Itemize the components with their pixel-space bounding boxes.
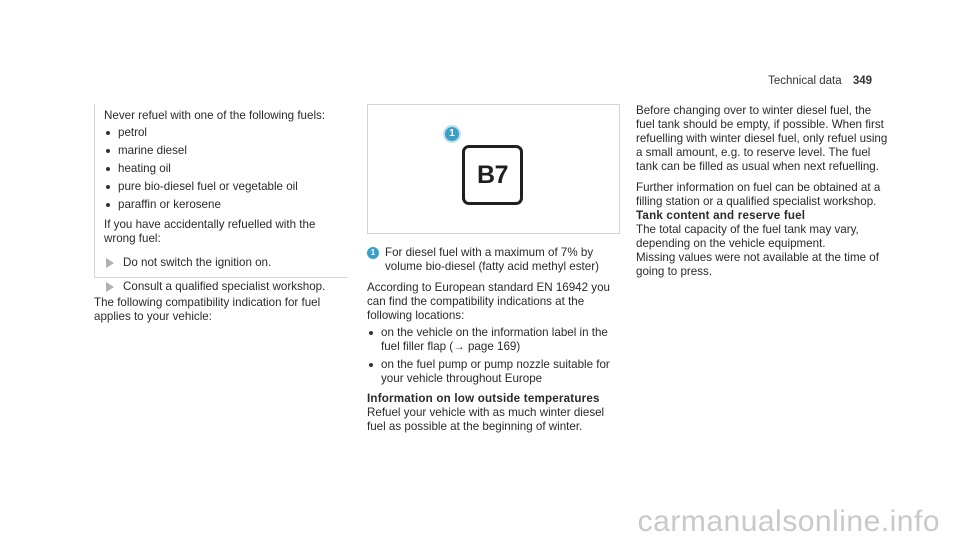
right-column xyxy=(636,104,892,279)
legend-number: 1 xyxy=(367,247,379,259)
accident-text: If you have accidentally refuelled with the wrong fuel: xyxy=(104,218,316,245)
bullet-icon xyxy=(369,363,373,367)
compat-note: The following compatibility indication for fuel applies to your vehicle: xyxy=(94,296,321,323)
figure-legend xyxy=(367,246,625,274)
list-item: marine diesel xyxy=(104,144,340,158)
arrow-right-icon xyxy=(106,282,114,292)
bullet-icon xyxy=(106,131,110,135)
locations-intro: According to European standard EN 16942 you can find the compatibility indications at the following locations: xyxy=(367,281,610,322)
step-item: Consult a qualified specialist workshop. xyxy=(104,280,340,294)
bullet-icon xyxy=(106,167,110,171)
missing-values-text: Missing values were not available at the time of going to press. xyxy=(636,251,879,278)
warning-box xyxy=(104,109,340,294)
low-temp-heading: Information on low outside temperatures xyxy=(367,392,600,405)
legend-text: For diesel fuel with a maximum of 7% by volume bio-diesel (fatty acid methyl ester) xyxy=(385,246,599,273)
locations-list xyxy=(367,326,625,386)
low-temp-text: Refuel your vehicle with as much winter diesel fuel as possible at the beginning of winter. xyxy=(367,406,605,433)
watermark: carmanualsonline.info xyxy=(637,505,940,538)
section-title: Technical data xyxy=(768,75,842,87)
page-header xyxy=(768,74,872,88)
warning-intro: Never refuel with one of the following fuels: xyxy=(104,109,326,122)
callout-number: 1 xyxy=(443,125,461,143)
bullet-icon xyxy=(369,331,373,335)
step-item: Do not switch the ignition on. xyxy=(104,256,340,270)
bullet-icon xyxy=(106,149,110,153)
further-info-text: Further information on fuel can be obtained at a filling station or a qualified specialist workshop. xyxy=(636,181,881,208)
list-item: on the fuel pump or pump nozzle suitable for your vehicle throughout Europe xyxy=(367,358,625,386)
list-item: on the vehicle on the information label in the fuel filler flap (→ page 169) xyxy=(367,326,625,354)
fuel-compat-label: B7 xyxy=(462,145,523,205)
bullet-icon xyxy=(106,203,110,207)
winter-diesel-text: Before changing over to winter diesel fuel, the fuel tank should be empty, if possible. When first refuelling with winter diesel fuel, only refuel using a small amount, e.g. to reserve level. The fuel tank can be filled as usual when next refuelling. xyxy=(636,104,888,173)
tank-text: The total capacity of the fuel tank may vary, depending on the vehicle equipment. xyxy=(636,223,859,250)
list-item: petrol xyxy=(104,126,340,140)
list-item: pure bio-diesel fuel or vegetable oil xyxy=(104,180,340,194)
middle-column xyxy=(367,246,625,434)
bullet-icon xyxy=(106,185,110,189)
arrow-right-icon xyxy=(106,258,114,268)
list-item: paraffin or kerosene xyxy=(104,198,340,212)
tank-heading: Tank content and reserve fuel xyxy=(636,209,806,222)
page-number: 349 xyxy=(852,75,872,87)
list-item: heating oil xyxy=(104,162,340,176)
fuel-list xyxy=(104,126,340,212)
